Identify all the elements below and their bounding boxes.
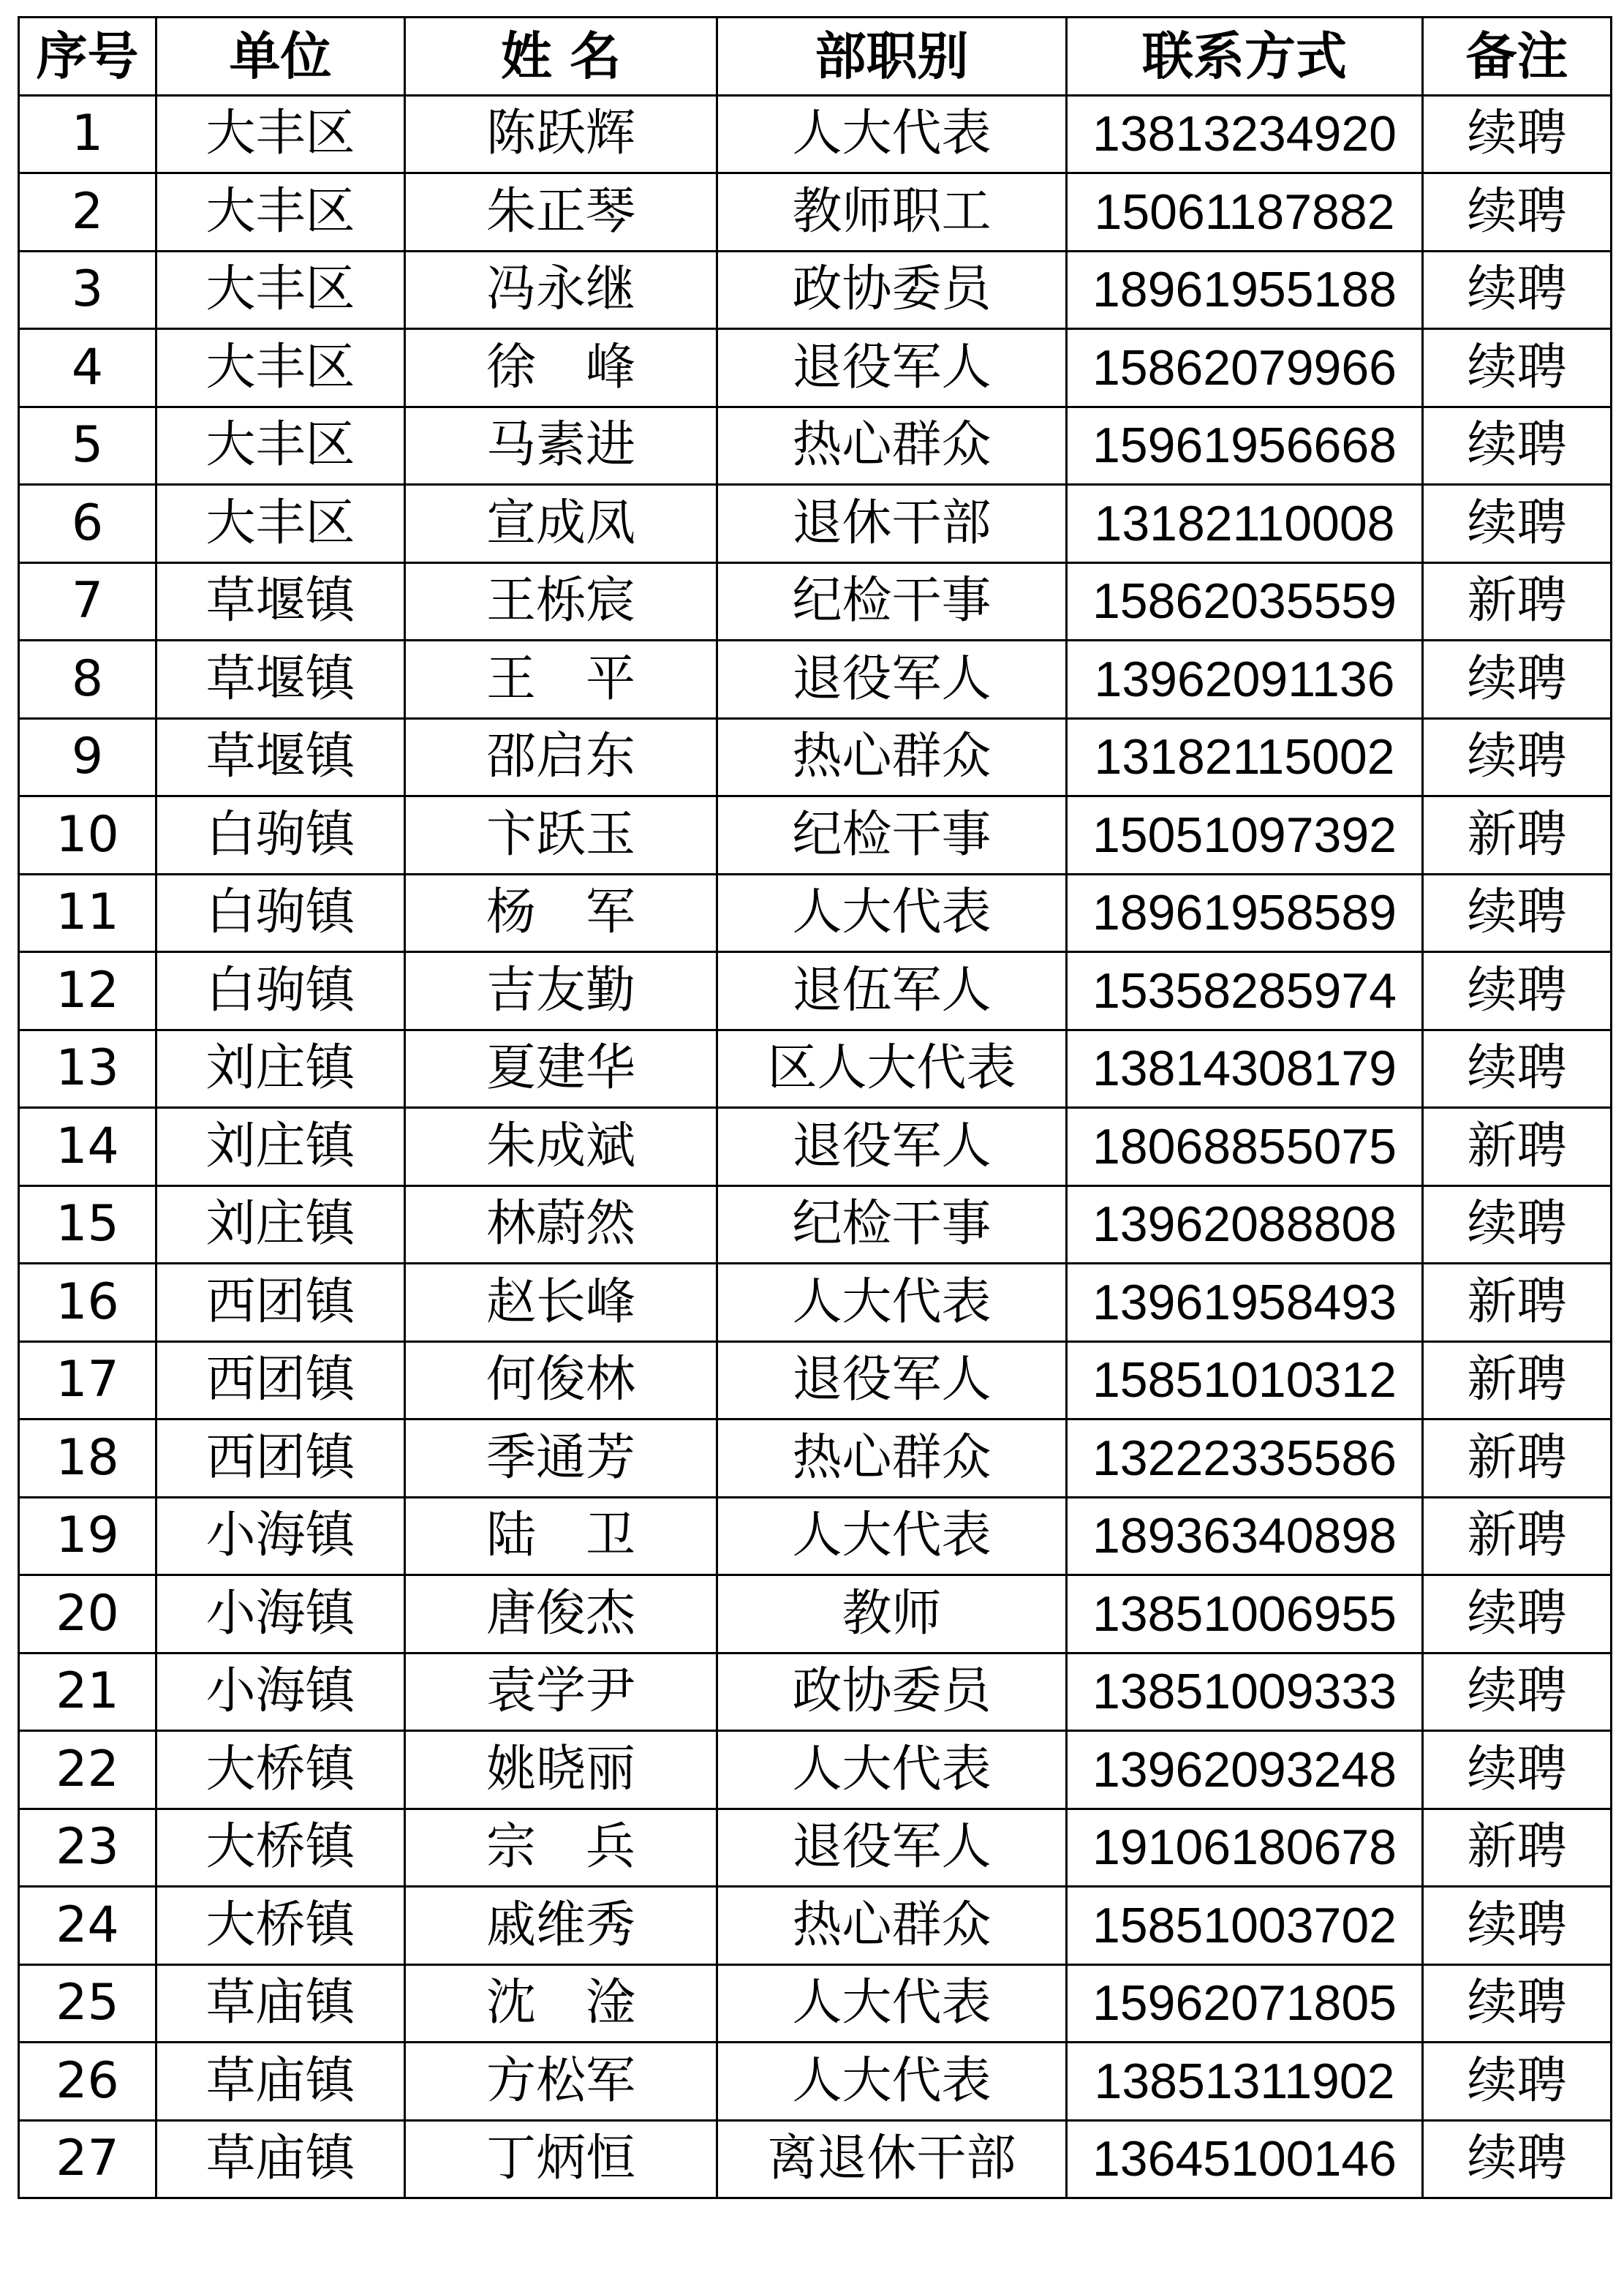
cell-phone: 15851010312 bbox=[1067, 1341, 1423, 1419]
header-contact: 联系方式 bbox=[1067, 18, 1423, 96]
table-row bbox=[19, 1731, 1612, 1809]
cell-unit: 草庙镇 bbox=[156, 2120, 405, 2198]
cell-phone: 13962088808 bbox=[1067, 1185, 1423, 1264]
table-row bbox=[19, 1108, 1612, 1186]
cell-unit: 草堰镇 bbox=[156, 562, 405, 641]
cell-unit: 大丰区 bbox=[156, 485, 405, 563]
table-row bbox=[19, 1030, 1612, 1108]
cell-phone: 15051097392 bbox=[1067, 796, 1423, 875]
cell-index: 4 bbox=[19, 329, 156, 407]
cell-phone: 19106180678 bbox=[1067, 1809, 1423, 1887]
roster-body bbox=[19, 95, 1612, 2198]
cell-position: 人大代表 bbox=[717, 2043, 1067, 2121]
cell-position: 纪检干事 bbox=[717, 562, 1067, 641]
cell-unit: 草庙镇 bbox=[156, 1964, 405, 2043]
cell-name: 姚晓丽 bbox=[405, 1731, 717, 1809]
cell-remark: 续聘 bbox=[1423, 874, 1612, 952]
cell-index: 17 bbox=[19, 1341, 156, 1419]
cell-position: 退役军人 bbox=[717, 1341, 1067, 1419]
cell-remark: 续聘 bbox=[1423, 1575, 1612, 1654]
table-row bbox=[19, 1341, 1612, 1419]
cell-index: 7 bbox=[19, 562, 156, 641]
cell-name: 陈跃辉 bbox=[405, 95, 717, 173]
cell-unit: 草庙镇 bbox=[156, 2043, 405, 2121]
cell-remark: 新聘 bbox=[1423, 1264, 1612, 1342]
cell-name: 冯永继 bbox=[405, 251, 717, 329]
cell-position: 退役军人 bbox=[717, 641, 1067, 719]
cell-index: 16 bbox=[19, 1264, 156, 1342]
cell-remark: 续聘 bbox=[1423, 952, 1612, 1030]
cell-index: 20 bbox=[19, 1575, 156, 1654]
cell-position: 人大代表 bbox=[717, 1731, 1067, 1809]
cell-phone: 13851311902 bbox=[1067, 2043, 1423, 2121]
cell-remark: 新聘 bbox=[1423, 1108, 1612, 1186]
cell-phone: 15061187882 bbox=[1067, 173, 1423, 252]
cell-remark: 续聘 bbox=[1423, 2120, 1612, 2198]
cell-position: 纪检干事 bbox=[717, 1185, 1067, 1264]
cell-name: 林蔚然 bbox=[405, 1185, 717, 1264]
cell-unit: 草堰镇 bbox=[156, 718, 405, 796]
table-row bbox=[19, 1809, 1612, 1887]
cell-position: 人大代表 bbox=[717, 1497, 1067, 1575]
cell-unit: 西团镇 bbox=[156, 1341, 405, 1419]
cell-phone: 15358285974 bbox=[1067, 952, 1423, 1030]
cell-unit: 大桥镇 bbox=[156, 1887, 405, 1965]
cell-phone: 15962071805 bbox=[1067, 1964, 1423, 2043]
cell-index: 6 bbox=[19, 485, 156, 563]
cell-name: 戚维秀 bbox=[405, 1887, 717, 1965]
table-row bbox=[19, 1419, 1612, 1498]
cell-remark: 新聘 bbox=[1423, 1419, 1612, 1498]
cell-remark: 续聘 bbox=[1423, 1964, 1612, 2043]
cell-index: 27 bbox=[19, 2120, 156, 2198]
cell-position: 政协委员 bbox=[717, 1653, 1067, 1731]
cell-phone: 15961956668 bbox=[1067, 407, 1423, 485]
cell-unit: 白驹镇 bbox=[156, 874, 405, 952]
cell-remark: 新聘 bbox=[1423, 1497, 1612, 1575]
cell-position: 退役军人 bbox=[717, 329, 1067, 407]
cell-phone: 18961958589 bbox=[1067, 874, 1423, 952]
cell-position: 纪检干事 bbox=[717, 796, 1067, 875]
cell-name: 徐 峰 bbox=[405, 329, 717, 407]
cell-position: 退役军人 bbox=[717, 1809, 1067, 1887]
table-row bbox=[19, 1653, 1612, 1731]
cell-position: 人大代表 bbox=[717, 1264, 1067, 1342]
cell-position: 离退休干部 bbox=[717, 2120, 1067, 2198]
cell-remark: 续聘 bbox=[1423, 1653, 1612, 1731]
cell-index: 26 bbox=[19, 2043, 156, 2121]
cell-phone: 13645100146 bbox=[1067, 2120, 1423, 2198]
table-row bbox=[19, 329, 1612, 407]
cell-position: 人大代表 bbox=[717, 874, 1067, 952]
cell-name: 何俊林 bbox=[405, 1341, 717, 1419]
cell-remark: 续聘 bbox=[1423, 1887, 1612, 1965]
cell-phone: 15851003702 bbox=[1067, 1887, 1423, 1965]
cell-remark: 新聘 bbox=[1423, 562, 1612, 641]
cell-remark: 续聘 bbox=[1423, 2043, 1612, 2121]
header-position: 部职别 bbox=[717, 18, 1067, 96]
cell-remark: 续聘 bbox=[1423, 485, 1612, 563]
cell-unit: 刘庄镇 bbox=[156, 1108, 405, 1186]
cell-remark: 新聘 bbox=[1423, 1341, 1612, 1419]
cell-position: 热心群众 bbox=[717, 718, 1067, 796]
cell-remark: 续聘 bbox=[1423, 95, 1612, 173]
cell-name: 王栎宸 bbox=[405, 562, 717, 641]
cell-index: 2 bbox=[19, 173, 156, 252]
cell-remark: 新聘 bbox=[1423, 796, 1612, 875]
cell-name: 王 平 bbox=[405, 641, 717, 719]
header-row bbox=[19, 18, 1612, 96]
cell-remark: 续聘 bbox=[1423, 329, 1612, 407]
cell-remark: 续聘 bbox=[1423, 1185, 1612, 1264]
cell-remark: 续聘 bbox=[1423, 1030, 1612, 1108]
header-remark: 备注 bbox=[1423, 18, 1612, 96]
cell-index: 8 bbox=[19, 641, 156, 719]
cell-index: 10 bbox=[19, 796, 156, 875]
cell-name: 马素进 bbox=[405, 407, 717, 485]
cell-name: 宣成凤 bbox=[405, 485, 717, 563]
cell-unit: 大丰区 bbox=[156, 251, 405, 329]
table-row bbox=[19, 874, 1612, 952]
cell-unit: 大桥镇 bbox=[156, 1809, 405, 1887]
cell-index: 14 bbox=[19, 1108, 156, 1186]
cell-index: 5 bbox=[19, 407, 156, 485]
cell-index: 12 bbox=[19, 952, 156, 1030]
cell-index: 3 bbox=[19, 251, 156, 329]
table-row bbox=[19, 641, 1612, 719]
header-unit: 单位 bbox=[156, 18, 405, 96]
cell-name: 朱正琴 bbox=[405, 173, 717, 252]
cell-unit: 刘庄镇 bbox=[156, 1185, 405, 1264]
cell-position: 退伍军人 bbox=[717, 952, 1067, 1030]
table-row bbox=[19, 2043, 1612, 2121]
cell-position: 退休干部 bbox=[717, 485, 1067, 563]
cell-position: 区人大代表 bbox=[717, 1030, 1067, 1108]
table-row bbox=[19, 95, 1612, 173]
cell-name: 丁炳恒 bbox=[405, 2120, 717, 2198]
cell-index: 9 bbox=[19, 718, 156, 796]
cell-unit: 刘庄镇 bbox=[156, 1030, 405, 1108]
cell-phone: 13851006955 bbox=[1067, 1575, 1423, 1654]
cell-phone: 13222335586 bbox=[1067, 1419, 1423, 1498]
cell-unit: 大丰区 bbox=[156, 95, 405, 173]
cell-phone: 18936340898 bbox=[1067, 1497, 1423, 1575]
table-row bbox=[19, 173, 1612, 252]
cell-remark: 续聘 bbox=[1423, 641, 1612, 719]
table-row bbox=[19, 1964, 1612, 2043]
table-row bbox=[19, 1185, 1612, 1264]
cell-unit: 西团镇 bbox=[156, 1264, 405, 1342]
cell-phone: 13961958493 bbox=[1067, 1264, 1423, 1342]
header-name: 姓 名 bbox=[405, 18, 717, 96]
cell-unit: 西团镇 bbox=[156, 1419, 405, 1498]
cell-name: 卞跃玉 bbox=[405, 796, 717, 875]
table-row bbox=[19, 1264, 1612, 1342]
table-row bbox=[19, 952, 1612, 1030]
cell-phone: 13962091136 bbox=[1067, 641, 1423, 719]
cell-index: 25 bbox=[19, 1964, 156, 2043]
cell-remark: 续聘 bbox=[1423, 407, 1612, 485]
cell-name: 邵启东 bbox=[405, 718, 717, 796]
cell-name: 吉友勤 bbox=[405, 952, 717, 1030]
table-row bbox=[19, 1887, 1612, 1965]
cell-unit: 白驹镇 bbox=[156, 796, 405, 875]
cell-position: 政协委员 bbox=[717, 251, 1067, 329]
cell-unit: 白驹镇 bbox=[156, 952, 405, 1030]
cell-position: 教师 bbox=[717, 1575, 1067, 1654]
cell-index: 1 bbox=[19, 95, 156, 173]
cell-index: 23 bbox=[19, 1809, 156, 1887]
table-row bbox=[19, 485, 1612, 563]
cell-name: 袁学尹 bbox=[405, 1653, 717, 1731]
cell-position: 热心群众 bbox=[717, 1887, 1067, 1965]
table-row bbox=[19, 796, 1612, 875]
table-row bbox=[19, 718, 1612, 796]
cell-position: 热心群众 bbox=[717, 407, 1067, 485]
cell-name: 朱成斌 bbox=[405, 1108, 717, 1186]
cell-phone: 13182115002 bbox=[1067, 718, 1423, 796]
cell-position: 热心群众 bbox=[717, 1419, 1067, 1498]
table-row bbox=[19, 407, 1612, 485]
cell-remark: 续聘 bbox=[1423, 1731, 1612, 1809]
cell-name: 赵长峰 bbox=[405, 1264, 717, 1342]
cell-name: 沈 淦 bbox=[405, 1964, 717, 2043]
cell-unit: 小海镇 bbox=[156, 1497, 405, 1575]
table-row bbox=[19, 251, 1612, 329]
cell-phone: 18961955188 bbox=[1067, 251, 1423, 329]
cell-unit: 大丰区 bbox=[156, 329, 405, 407]
cell-unit: 大丰区 bbox=[156, 173, 405, 252]
cell-phone: 13814308179 bbox=[1067, 1030, 1423, 1108]
cell-position: 人大代表 bbox=[717, 95, 1067, 173]
cell-phone: 18068855075 bbox=[1067, 1108, 1423, 1186]
cell-phone: 13813234920 bbox=[1067, 95, 1423, 173]
table-row bbox=[19, 2120, 1612, 2198]
cell-remark: 续聘 bbox=[1423, 251, 1612, 329]
cell-position: 教师职工 bbox=[717, 173, 1067, 252]
cell-name: 陆 卫 bbox=[405, 1497, 717, 1575]
cell-unit: 小海镇 bbox=[156, 1575, 405, 1654]
cell-position: 退役军人 bbox=[717, 1108, 1067, 1186]
cell-index: 24 bbox=[19, 1887, 156, 1965]
roster-sheet bbox=[18, 16, 1612, 2199]
cell-index: 22 bbox=[19, 1731, 156, 1809]
cell-phone: 13851009333 bbox=[1067, 1653, 1423, 1731]
cell-index: 11 bbox=[19, 874, 156, 952]
cell-phone: 15862079966 bbox=[1067, 329, 1423, 407]
cell-name: 唐俊杰 bbox=[405, 1575, 717, 1654]
cell-unit: 小海镇 bbox=[156, 1653, 405, 1731]
cell-name: 杨 军 bbox=[405, 874, 717, 952]
table-row bbox=[19, 562, 1612, 641]
cell-name: 宗 兵 bbox=[405, 1809, 717, 1887]
cell-unit: 草堰镇 bbox=[156, 641, 405, 719]
cell-index: 21 bbox=[19, 1653, 156, 1731]
cell-phone: 15862035559 bbox=[1067, 562, 1423, 641]
cell-remark: 续聘 bbox=[1423, 718, 1612, 796]
roster-table bbox=[18, 16, 1612, 2199]
cell-position: 人大代表 bbox=[717, 1964, 1067, 2043]
cell-name: 夏建华 bbox=[405, 1030, 717, 1108]
cell-remark: 新聘 bbox=[1423, 1809, 1612, 1887]
cell-name: 季通芳 bbox=[405, 1419, 717, 1498]
table-row bbox=[19, 1497, 1612, 1575]
header-index: 序号 bbox=[19, 18, 156, 96]
cell-index: 18 bbox=[19, 1419, 156, 1498]
cell-unit: 大桥镇 bbox=[156, 1731, 405, 1809]
cell-index: 13 bbox=[19, 1030, 156, 1108]
cell-phone: 13182110008 bbox=[1067, 485, 1423, 563]
cell-index: 15 bbox=[19, 1185, 156, 1264]
cell-remark: 续聘 bbox=[1423, 173, 1612, 252]
cell-name: 方松军 bbox=[405, 2043, 717, 2121]
table-row bbox=[19, 1575, 1612, 1654]
cell-unit: 大丰区 bbox=[156, 407, 405, 485]
cell-phone: 13962093248 bbox=[1067, 1731, 1423, 1809]
cell-index: 19 bbox=[19, 1497, 156, 1575]
